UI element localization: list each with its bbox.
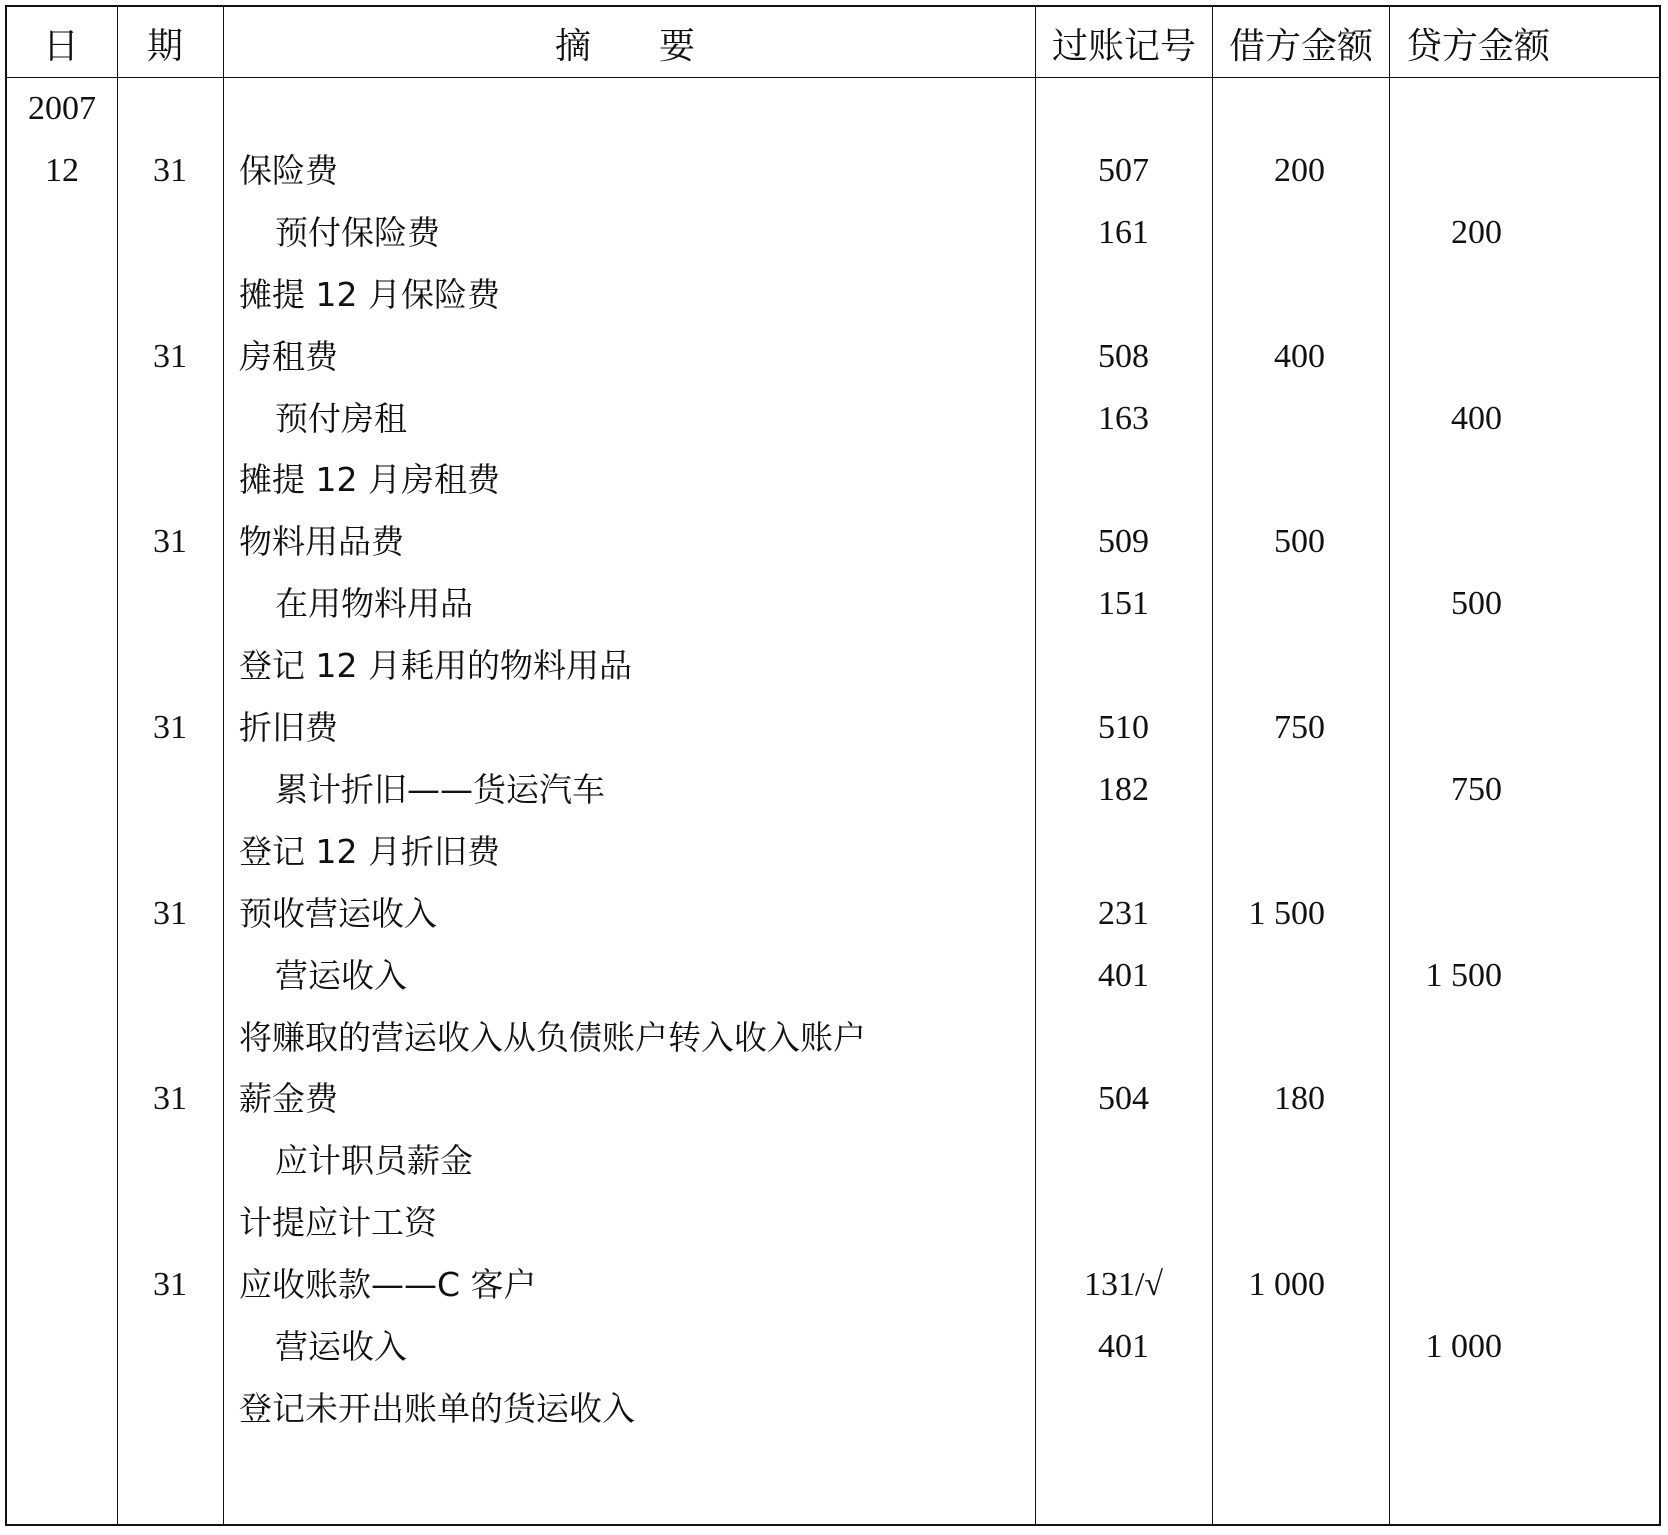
posting-ref: 182	[1098, 770, 1149, 808]
date-day: 31	[153, 1080, 187, 1118]
summary-text: 计提应计工资	[239, 1203, 437, 1243]
header-posting-ref: 过账记号	[1051, 26, 1196, 67]
summary-text: 房租费	[239, 336, 338, 376]
credit-amount: 750	[1451, 770, 1502, 808]
summary-text: 摊提 12 月房租费	[239, 460, 500, 500]
credit-amount: 1 500	[1425, 956, 1502, 994]
summary-credit-account: 预付保险费	[275, 212, 440, 252]
summary-credit-account: 累计折旧——货运汽车	[275, 769, 605, 809]
credit-amount: 1 000	[1425, 1328, 1502, 1365]
summary-text: 物料用品费	[239, 522, 404, 562]
summary-credit-account: 营运收入	[275, 1327, 407, 1366]
debit-amount: 400	[1274, 337, 1325, 375]
posting-ref: 507	[1098, 151, 1149, 189]
summary-text: 将赚取的营运收入从负债账户转入收入账户	[239, 1017, 866, 1057]
posting-ref: 163	[1098, 399, 1149, 437]
summary-text: 折旧费	[239, 708, 338, 747]
journal-table	[5, 5, 1661, 1526]
posting-ref: 401	[1098, 1328, 1149, 1365]
summary-text: 登记 12 月折旧费	[239, 831, 500, 871]
summary-text: 登记未开出账单的货运收入	[239, 1388, 635, 1428]
credit-amount: 500	[1451, 585, 1502, 623]
summary-credit-account: 在用物料用品	[275, 584, 473, 624]
column-divider	[1389, 7, 1390, 1524]
date-day: 31	[153, 1266, 187, 1304]
date-year-month: 2007	[28, 90, 96, 127]
summary-text: 保险费	[239, 150, 338, 190]
header-date-1: 日	[43, 26, 80, 67]
credit-amount: 200	[1451, 213, 1502, 251]
summary-text: 登记 12 月耗用的物料用品	[239, 646, 632, 686]
posting-ref: 504	[1098, 1080, 1149, 1118]
column-divider	[1212, 7, 1213, 1524]
summary-credit-account: 营运收入	[275, 955, 407, 995]
summary-credit-account: 应计职员薪金	[275, 1141, 473, 1181]
date-year-month: 12	[45, 151, 79, 189]
posting-ref: 151	[1098, 585, 1149, 623]
summary-text: 应收账款——C 客户	[239, 1265, 537, 1305]
date-day: 31	[153, 337, 187, 375]
debit-amount: 500	[1274, 523, 1325, 561]
posting-ref: 401	[1098, 956, 1149, 994]
date-day: 31	[153, 894, 187, 932]
posting-ref: 231	[1098, 894, 1149, 932]
header-debit: 借方金额	[1228, 26, 1373, 67]
date-day: 31	[153, 151, 187, 189]
debit-amount: 750	[1274, 709, 1325, 746]
header-summary-2: 要	[659, 26, 696, 67]
posting-ref: 508	[1098, 337, 1149, 375]
date-day: 31	[153, 709, 187, 746]
summary-text: 摊提 12 月保险费	[239, 274, 500, 314]
summary-text: 薪金费	[239, 1079, 338, 1119]
posting-ref: 131/√	[1083, 1266, 1164, 1304]
column-divider	[223, 7, 224, 1524]
summary-credit-account: 预付房租	[275, 398, 407, 438]
header-summary-1: 摘	[555, 26, 592, 67]
summary-text: 预收营运收入	[239, 893, 437, 933]
posting-ref: 161	[1098, 213, 1149, 251]
header-divider	[7, 77, 1659, 78]
debit-amount: 200	[1274, 151, 1325, 189]
debit-amount: 1 500	[1248, 894, 1325, 932]
credit-amount: 400	[1451, 399, 1502, 437]
posting-ref: 509	[1098, 523, 1149, 561]
header-date-2: 期	[147, 26, 184, 67]
debit-amount: 1 000	[1248, 1266, 1325, 1304]
posting-ref: 510	[1098, 709, 1149, 746]
header-credit: 贷方金额	[1405, 26, 1550, 67]
date-day: 31	[153, 523, 187, 561]
debit-amount: 180	[1274, 1080, 1325, 1118]
